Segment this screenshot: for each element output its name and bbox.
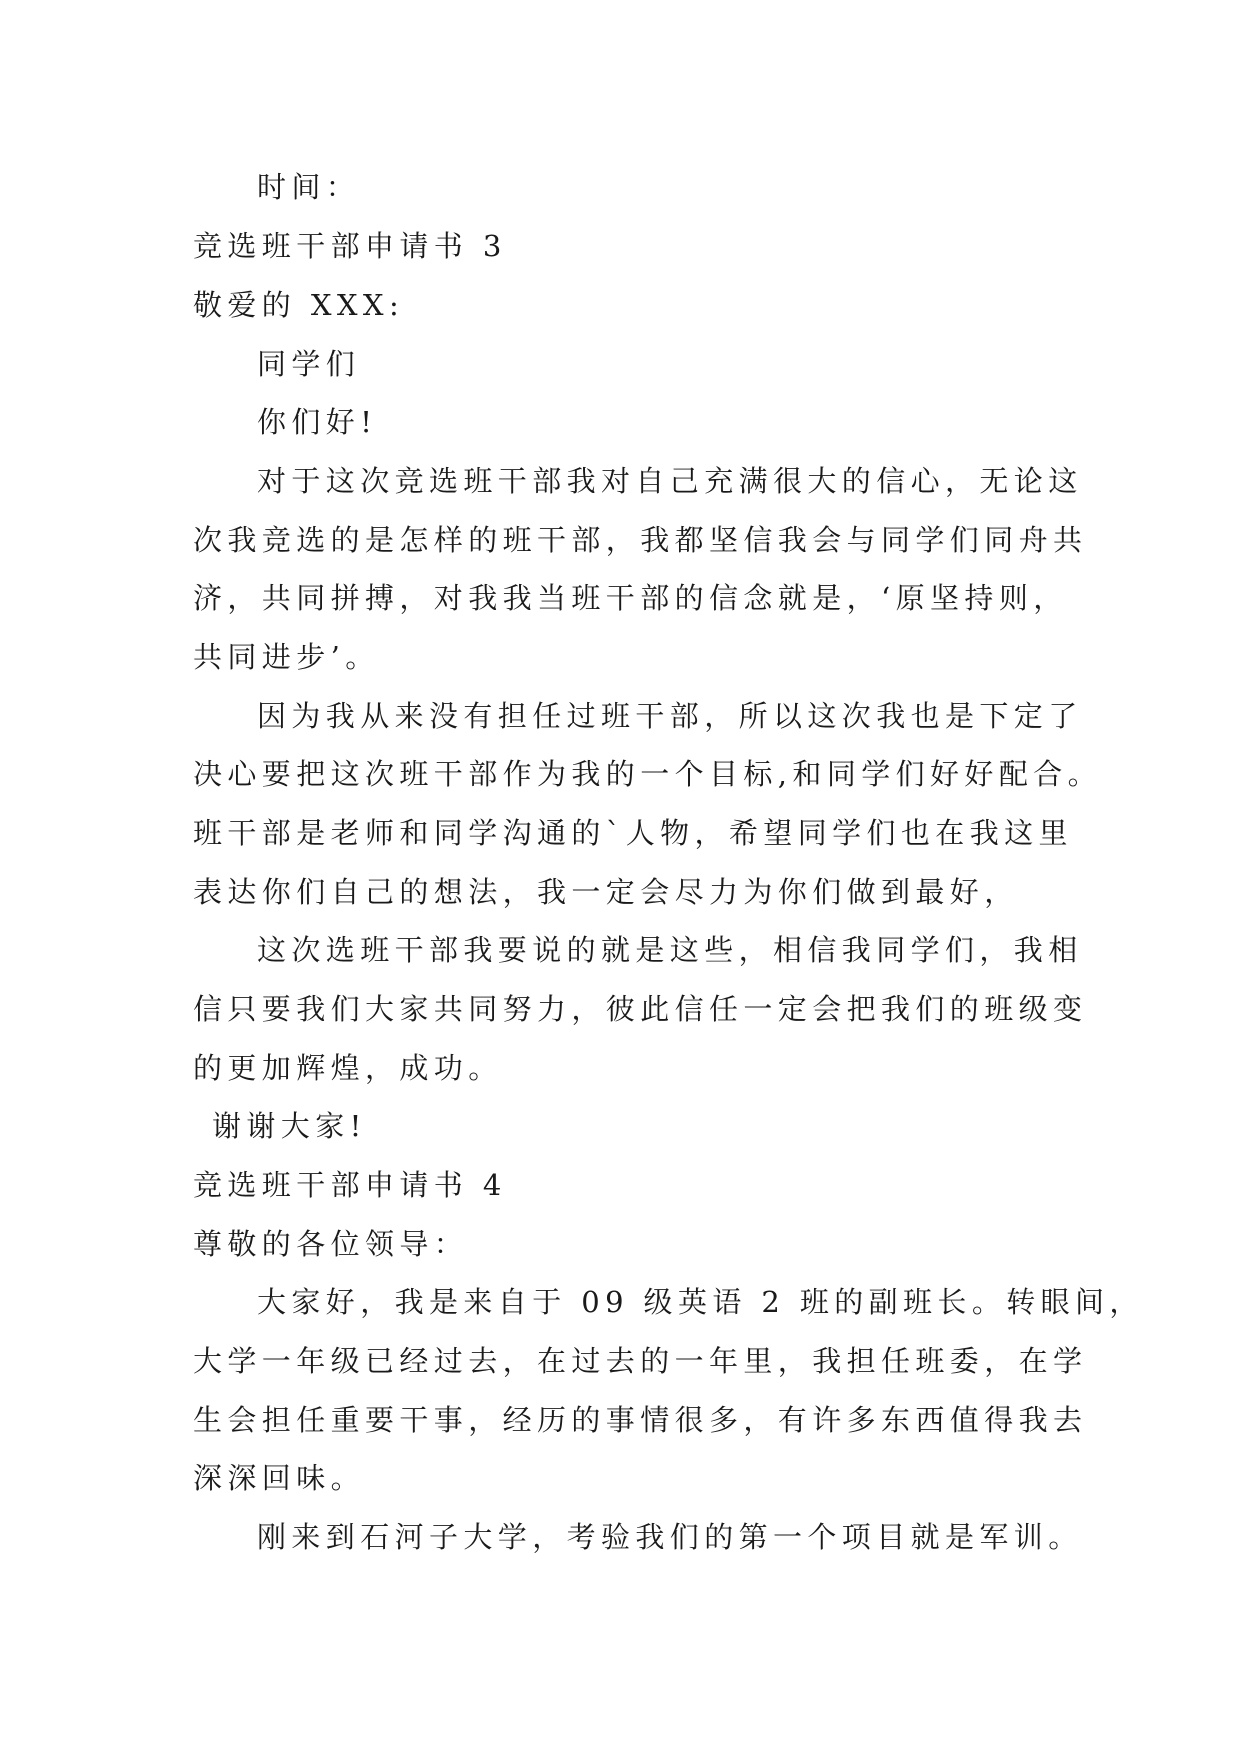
time-label: 时间： <box>257 170 361 204</box>
paragraph-line: 共同进步’。 <box>193 640 380 674</box>
greeting-hello: 你们好! <box>257 405 378 439</box>
salutation: 尊敬的各位领导： <box>193 1227 469 1261</box>
paragraph-line: 决心要把这次班干部作为我的一个目标,和同学们好好配合。 <box>193 757 1103 791</box>
paragraph-line: 的更加辉煌，成功。 <box>193 1051 503 1085</box>
salutation: 敬爱的 XXX: <box>193 288 405 322</box>
paragraph-line: 表达你们自己的想法，我一定会尽力为你们做到最好， <box>193 875 1019 909</box>
paragraph-line: 大学一年级已经过去，在过去的一年里，我担任班委，在学 <box>193 1344 1088 1378</box>
paragraph-line: 生会担任重要干事，经历的事情很多，有许多东西值得我去 <box>193 1403 1088 1437</box>
paragraph-line: 大家好，我是来自于 09 级英语 2 班的副班长。转眼间， <box>257 1285 1144 1319</box>
paragraph-line: 对于这次竞选班干部我对自己充满很大的信心，无论这 <box>257 464 1083 498</box>
section-title-3: 竞选班干部申请书 3 <box>193 229 507 263</box>
paragraph-line: 这次选班干部我要说的就是这些，相信我同学们，我相 <box>257 933 1083 967</box>
paragraph-line: 刚来到石河子大学，考验我们的第一个项目就是军训。 <box>257 1520 1083 1554</box>
paragraph-line: 信只要我们大家共同努力，彼此信任一定会把我们的班级变 <box>193 992 1088 1026</box>
closing-thanks: 谢谢大家! <box>212 1109 367 1143</box>
paragraph-line: 济，共同拼搏，对我我当班干部的信念就是，‘原坚持则， <box>193 581 1068 615</box>
section-title-4: 竞选班干部申请书 4 <box>193 1168 507 1202</box>
paragraph-line: 班干部是老师和同学沟通的`人物，希望同学们也在我这里 <box>193 816 1073 850</box>
paragraph-line: 因为我从来没有担任过班干部，所以这次我也是下定了 <box>257 699 1083 733</box>
paragraph-line: 深深回味。 <box>193 1461 366 1495</box>
paragraph-line: 次我竞选的是怎样的班干部，我都坚信我会与同学们同舟共 <box>193 523 1088 557</box>
greeting-recipient: 同学们 <box>257 347 361 381</box>
